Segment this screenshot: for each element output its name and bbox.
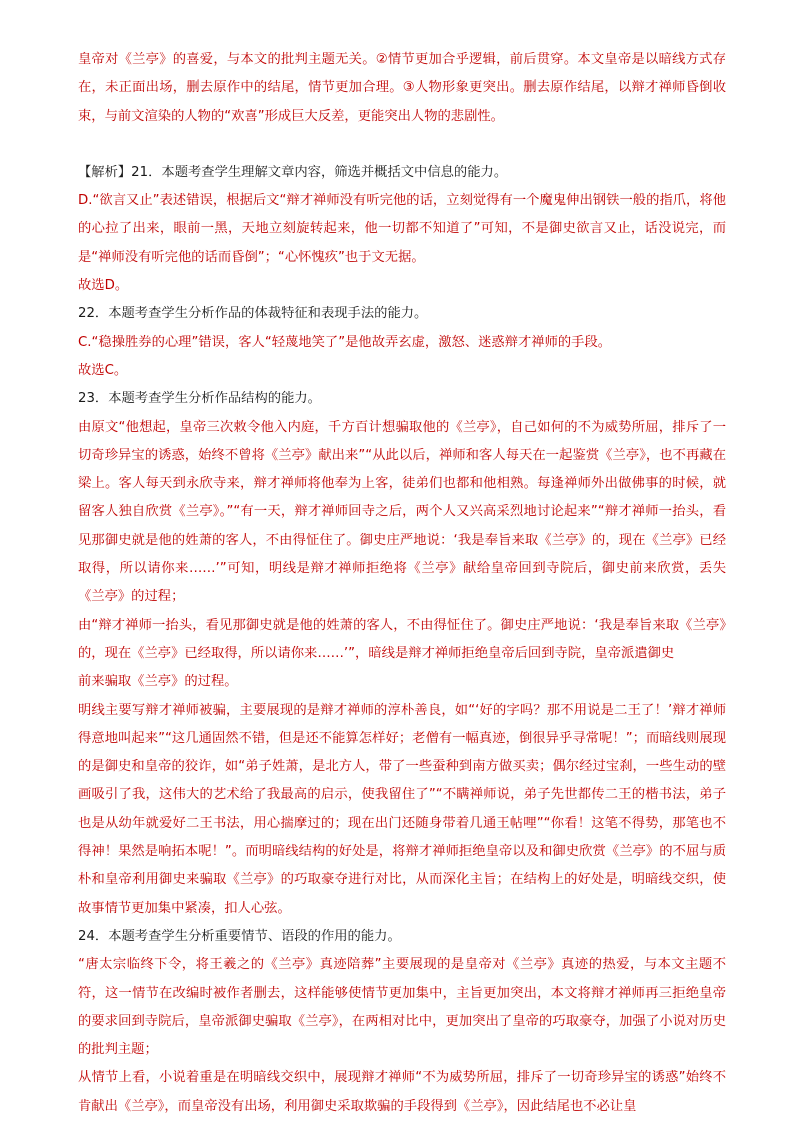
q21-answer: 故选D。 bbox=[78, 278, 129, 294]
q23-paragraph-3: 明线主要写辩才禅师被骗，主要展现的是辩才禅师的淳朴善良，如“‘好的字吗？那不用说是二王了！’辩才禅师得意地叫起来”“这几通固然不错，但是还不能算怎样好；老僧有一幅真迹，倒很异乎寻常呢！”；而暗线则展现的是御史和皇帝的狡诈，如“弟子姓萧，是北方人，带了一些蚕种到南方做买卖；偶尔经过宝刹，一些生动的壁画吸引了我，这伟大的艺术给了我最高的启示，使我留住了”“不瞒禅师说，弟子先世都传二王的楷书法，弟子也是从幼年就爱好二王书法，用心揣摩过的；现在出门还随身带着几通王帖哩”“你看！这笔不得势，那笔也不得神！果然是响拓本呢！”。而明暗线结构的好处是，将辩才禅师拒绝皇帝以及和御史欣赏《兰亭》的不屈与质朴和皇帝利用御史来骗取《兰亭》的巧取豪夺进行对比，从而深化主旨；在结构上的好处是，明暗线交织，使故事情节更加集中紧凑，扣人心弦。 bbox=[78, 702, 726, 916]
intro-paragraph: 皇帝对《兰亭》的喜爱，与本文的批判主题无关。②情节更加合乎逻辑，前后贯穿。本文皇帝是以暗线方式存在，未正面出场，删去原作中的结尾，情节更加合理。③人物形象更突出。删去原作结尾，以辩才禅师昏倒收束，与前文渲染的人物的“欢喜”形成巨大反差，更能突出人物的悲剧性。 bbox=[78, 52, 726, 124]
q21-body: D.“欲言又止”表述错误，根据后文“辩才禅师没有听完他的话，立刻觉得有一个魔鬼伸出钢铁一般的指爪，将他的心拉了出来，眼前一黑，天地立刻旋转起来，他一切都不知道了”可知，不是御史欲言又止，话没说完，而是“禅师没有听完他的话而昏倒”；“心怀愧疚”也于文无据。 bbox=[78, 193, 726, 265]
q22-heading: 22．本题考查学生分析作品的体裁特征和表现手法的能力。 bbox=[78, 306, 428, 322]
q24-paragraph-1: “唐太宗临终下令，将王羲之的《兰亭》真迹陪葬”主要展现的是皇帝对《兰亭》真迹的热爱，与本文主题不符，这一情节在改编时被作者删去，这样能够使情节更加集中，主旨更加突出，本文将辩才禅师再三拒绝皇帝的要求回到寺院后，皇帝派御史骗取《兰亭》，在两相对比中，更加突出了皇帝的巧取豪夺，加强了小说对历史的批判主题； bbox=[78, 957, 726, 1058]
q23-paragraph-2b: 前来骗取《兰亭》的过程。 bbox=[78, 674, 238, 690]
q22-answer: 故选C。 bbox=[78, 362, 128, 378]
q23-paragraph-1: 由原文“他想起，皇帝三次敕令他入内庭，千方百计想骗取他的《兰亭》，自己如何的不为威势所屈，排斥了一切奇珍异宝的诱惑，始终不曾将《兰亭》献出来”“从此以后，禅师和客人每天在一起鉴赏《兰亭》，也不再藏在梁上。客人每天到永欣寺来，辩才禅师将他奉为上客，徒弟们也都和他相熟。每逢禅师外出做佛事的时候，就留客人独自欣赏《兰亭》。”“有一天，辩才禅师回寺之后，两个人又兴高采烈地讨论起来”“辩才禅师一抬头，看见那御史就是他的姓萧的客人，不由得怔住了。御史庄严地说：‘我是奉旨来取《兰亭》的，现在《兰亭》已经取得，所以请你来……’”可知，明线是辩才禅师拒绝将《兰亭》献给皇帝回到寺院后，御史前来欣赏，丢失《兰亭》的过程； bbox=[78, 419, 726, 605]
q24-paragraph-2: 从情节上看，小说着重是在明暗线交织中，展现辩才禅师“不为威势所屈，排斥了一切奇珍异宝的诱惑”始终不肯献出《兰亭》，而皇帝没有出场，利用御史采取欺骗的手段得到《兰亭》，因此结尾也不必让皇 bbox=[78, 1070, 726, 1114]
paragraph-gap bbox=[78, 131, 726, 159]
document-content bbox=[78, 46, 726, 1121]
q23-paragraph-2a: 由“辩才禅师一抬头，看见那御史就是他的姓萧的客人，不由得怔住了。御史庄严地说：‘我是奉旨来取《兰亭》的，现在《兰亭》已经取得，所以请你来……’”，暗线是辩才禅师拒绝皇帝后回到寺院，皇帝派遣御史 bbox=[78, 617, 726, 661]
q23-heading: 23．本题考查学生分析作品结构的能力。 bbox=[78, 391, 321, 407]
q24-heading: 24．本题考查学生分析重要情节、语段的作用的能力。 bbox=[78, 928, 401, 944]
q22-body: C.“稳操胜券的心理”错误，客人“轻蔑地笑了”是他故弄玄虚，激怒、迷惑辩才禅师的手段。 bbox=[78, 334, 612, 350]
q21-heading: 【解析】21．本题考查学生理解文章内容，筛选并概括文中信息的能力。 bbox=[78, 164, 508, 180]
